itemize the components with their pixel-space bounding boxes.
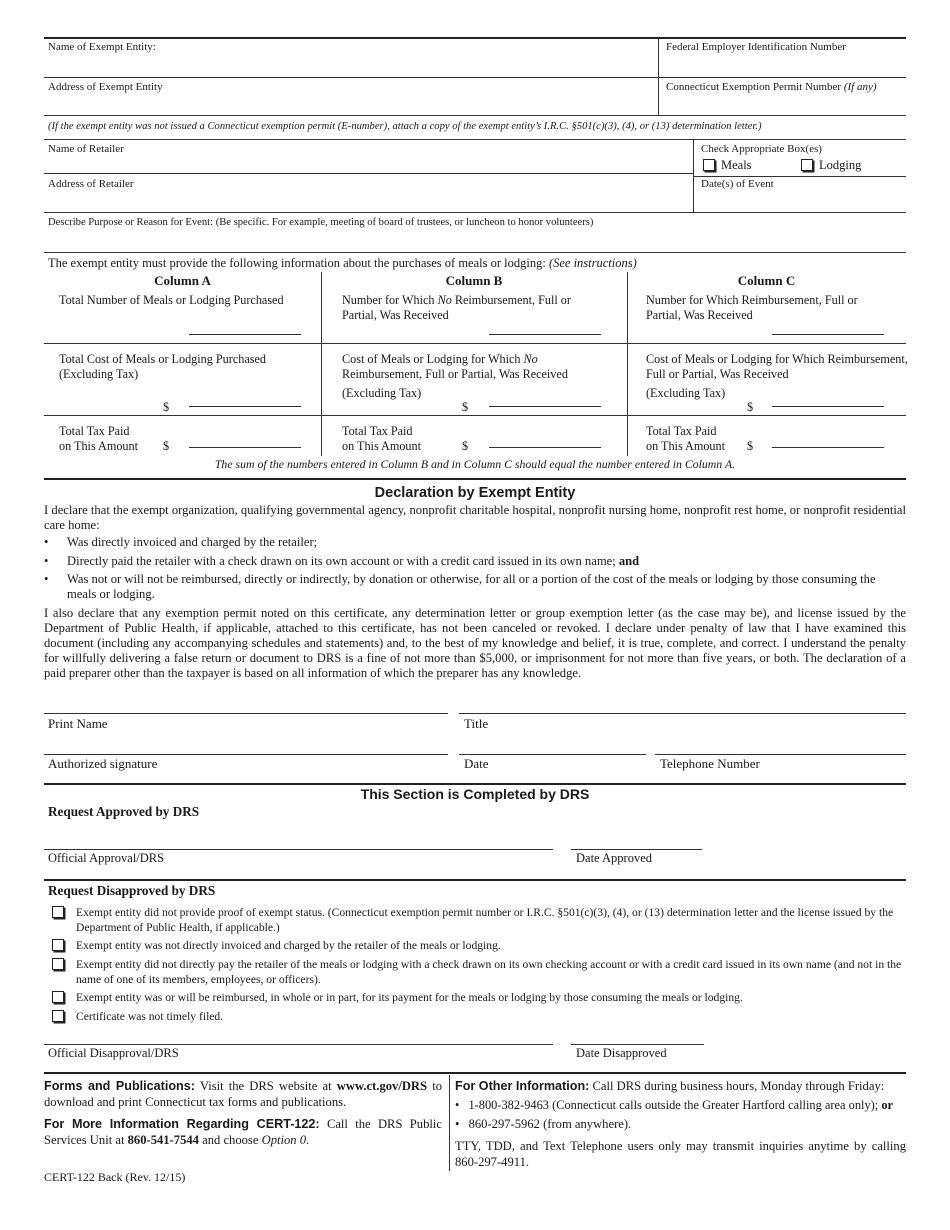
c1-input-line[interactable] — [772, 334, 884, 335]
disapproval-reason-5 — [50, 1009, 906, 1024]
b2-tax-note: (Excluding Tax) — [342, 386, 422, 400]
rule — [44, 139, 906, 140]
b1-post: Reimbursement, Full or Partial, Was Received — [342, 293, 571, 322]
bullet-dot: • — [44, 535, 49, 549]
more-info-text-2: and choose — [202, 1133, 259, 1147]
declaration-title: Declaration by Exempt Entity — [374, 485, 576, 501]
purchases-intro — [48, 256, 637, 271]
lodging-label: Lodging — [819, 158, 862, 172]
bullet-dot: • — [455, 1117, 460, 1131]
reason-1-checkbox[interactable] — [52, 906, 64, 918]
reason-text: Exempt entity did not directly pay the retailer of the meals or lodging with a check drawn on its own checking account or with a credit card issued in its own name (and not in the name of one of its members, employees, or officers). — [76, 958, 902, 986]
rule — [44, 173, 694, 174]
phone-2-text: 860-297-5962 (from anywhere). — [468, 1117, 632, 1131]
event-dates-label: Date(s) of Event — [701, 178, 774, 190]
rule — [694, 176, 906, 177]
b2-dollar: $ — [462, 400, 469, 414]
bullet-text — [67, 554, 906, 569]
rule — [459, 713, 906, 714]
disapproval-reason-2 — [50, 938, 906, 953]
phone-1-or: or — [881, 1098, 894, 1112]
rule — [44, 879, 906, 881]
a1-label: Total Number of Meals or Lodging Purchased — [59, 293, 284, 307]
lodging-checkbox[interactable] — [801, 159, 813, 171]
date-approved-label: Date Approved — [576, 851, 653, 865]
official-approval-line[interactable] — [44, 849, 553, 850]
check-boxes-label: Check Appropriate Box(es) — [701, 143, 822, 155]
b2-pre: Cost of Meals or Lodging for Which — [342, 352, 521, 366]
event-purpose-label: Describe Purpose or Reason for Event: (Be specific. For example, meeting of board of trustees, or luncheon to honor volunteers) — [48, 217, 594, 228]
date-approved-line[interactable] — [571, 849, 702, 850]
official-disapproval-label: Official Disapproval/DRS — [48, 1046, 179, 1060]
column-c-header: Column C — [737, 273, 796, 288]
reason-text: Exempt entity was or will be reimbursed, in whole or in part, for its payment for the meals or lodging by those consuming the meals or lodging. — [76, 991, 743, 1004]
form-id: CERT-122 Back (Rev. 12/15) — [44, 1170, 186, 1184]
permit-note: (If the exempt entity was not issued a Connecticut exemption permit (E-number), attach a copy of the exempt entity’s I.R.C. §501(c)(3), (4), or (13) determination letter.) — [48, 121, 762, 132]
top-rule — [44, 37, 906, 39]
rule — [44, 252, 906, 253]
b2-input-line[interactable] — [489, 406, 601, 407]
permit-number-text: Connecticut Exemption Permit Number — [666, 81, 842, 93]
reason-text: Exempt entity was not directly invoiced and charged by the retailer of the meals or lodging. — [76, 939, 501, 952]
rule — [44, 1072, 906, 1074]
rule — [44, 478, 906, 480]
column-a-header: Column A — [154, 273, 211, 288]
more-info-end: . — [306, 1133, 310, 1147]
more-information — [44, 1116, 442, 1148]
meals-label: Meals — [721, 158, 752, 172]
retailer-address-label: Address of Retailer — [48, 178, 134, 190]
b1-label — [342, 293, 602, 323]
reason-3-checkbox[interactable] — [52, 958, 64, 970]
forms-text-1: Visit the DRS website at — [199, 1079, 332, 1093]
permit-number-suffix: (If any) — [843, 81, 877, 93]
declaration-intro: I declare that the exempt organization, qualifying governmental agency, nonprofit charitable hospital, nonprofit nursing home, nonprofit rest home, or nonprofit residential care home: — [44, 503, 906, 532]
tty-info: TTY, TDD, and Text Telephone users only may transmit inquiries anytime by calling 860-297-4911. — [455, 1139, 906, 1169]
b1-input-line[interactable] — [489, 334, 601, 335]
a3-input-line[interactable] — [189, 447, 301, 448]
request-approved-heading: Request Approved by DRS — [48, 804, 200, 819]
forms-heading: Forms and Publications: — [44, 1079, 195, 1093]
bullet-text: Was not or will not be reimbursed, directly or indirectly, by donation or otherwise, for all or a portion of the cost of the meals or lodging by those consuming the meals or lodging. — [67, 572, 876, 601]
disapproval-reason-4 — [50, 990, 906, 1005]
phone-bullet-2 — [455, 1116, 906, 1132]
bullet-dot: • — [44, 554, 49, 568]
b2-no: No — [523, 352, 538, 366]
declaration-bullet-3 — [44, 572, 906, 604]
reason-2-checkbox[interactable] — [52, 939, 64, 951]
exempt-entity-name-label: Name of Exempt Entity: — [48, 41, 156, 53]
b2-label — [342, 352, 602, 382]
other-info-heading: For Other Information: — [455, 1079, 590, 1093]
c3-dollar: $ — [747, 439, 754, 453]
bullet-dot: • — [455, 1098, 460, 1112]
col-divider-ab — [321, 272, 322, 456]
option-zero: Option 0 — [261, 1133, 307, 1147]
rule — [44, 77, 906, 78]
drs-section-title: This Section is Completed by DRS — [360, 786, 590, 802]
rule — [44, 343, 906, 344]
reason-5-checkbox[interactable] — [52, 1010, 64, 1022]
rule — [44, 713, 448, 714]
title-label: Title — [464, 716, 489, 731]
a2-dollar: $ — [163, 400, 170, 414]
title-line[interactable] — [459, 754, 646, 755]
rule — [44, 783, 906, 785]
b2-post: Reimbursement, Full or Partial, Was Received — [342, 367, 568, 381]
reason-4-checkbox[interactable] — [52, 991, 64, 1003]
b1-pre: Number for Which — [342, 293, 435, 307]
c3-line1: Total Tax Paid — [646, 424, 717, 438]
bullet-and: and — [618, 554, 640, 568]
b3-line1: Total Tax Paid — [342, 424, 413, 438]
a1-input-line[interactable] — [189, 334, 301, 335]
a2-input-line[interactable] — [189, 406, 301, 407]
footer-divider — [449, 1075, 450, 1171]
declaration-body: I also declare that any exemption permit noted on this certificate, any determination letter or group exemption letter (as the case may be), and license issued by the Department of Public Health, if applicable, attached to this certificate, has not been canceled or revoked. I declare under penalty of law that I have examined this document (including any accompanying schedules and statements) and, to the best of my knowledge and belief, it is true, complete, and correct. I understand the penalty for willfully delivering a false return or document to DRS is a fine of not more than $5,000, or imprisonment for not more than five years, or both. The declaration of a paid preparer other than the taxpayer is based on all information of which the preparer has any knowledge. — [44, 606, 906, 680]
forms-text-2: to download and print Connecticut tax forms and publications. — [44, 1079, 442, 1109]
other-information — [455, 1078, 906, 1094]
authorized-signature-label: Authorized signature — [48, 756, 158, 771]
col-divider-bc — [627, 272, 628, 456]
public-services-phone: 860-541-7544 — [127, 1133, 199, 1147]
reason-text: Exempt entity did not provide proof of exempt status. (Connecticut exemption permit number or I.R.C. §501(c)(3), (4), or (13) determination letter and the license issued by the Department of Public Health, if applicable.) — [76, 906, 894, 934]
telephone-label: Telephone Number — [660, 756, 760, 771]
date-label: Date — [464, 756, 489, 771]
bullet-text-main: Directly paid the retailer with a check drawn on its own account or with a credit card issued in its own name; — [67, 554, 616, 568]
rule — [44, 115, 906, 116]
fein-label: Federal Employer Identification Number — [666, 41, 846, 53]
purchases-intro-text: The exempt entity must provide the following information about the purchases of meals or lodging: — [48, 256, 546, 270]
retailer-name-label: Name of Retailer — [48, 143, 124, 155]
declaration-bullet-1 — [44, 535, 906, 551]
b3-dollar: $ — [462, 439, 469, 453]
print-name-label: Print Name — [48, 716, 108, 731]
c1-label: Number for Which Reimbursement, Full or Partial, Was Received — [646, 293, 858, 322]
drs-website-link[interactable]: www.ct.gov/DRS — [336, 1079, 428, 1093]
exempt-entity-address-label: Address of Exempt Entity — [48, 81, 163, 93]
date-disapproved-label: Date Disapproved — [576, 1046, 667, 1060]
bullet-dot: • — [44, 572, 49, 586]
request-disapproved-heading: Request Disapproved by DRS — [48, 883, 216, 898]
more-info-text-1: Call the DRS Public Services Unit at — [44, 1117, 442, 1147]
more-info-heading: For More Information Regarding CERT-122: — [44, 1117, 320, 1131]
official-disapproval-line[interactable] — [44, 1044, 553, 1045]
c3-line2: on This Amount — [646, 439, 726, 453]
date-disapproved-line[interactable] — [571, 1044, 704, 1045]
disapproval-reason-1 — [50, 905, 906, 935]
meals-checkbox[interactable] — [703, 159, 715, 171]
column-b-header: Column B — [445, 273, 503, 288]
rule — [44, 212, 906, 213]
a3-line1: Total Tax Paid — [59, 424, 130, 438]
c2-dollar: $ — [747, 400, 754, 414]
reason-text: Certificate was not timely filed. — [76, 1010, 224, 1023]
other-info-text: Call DRS during business hours, Monday through Friday: — [592, 1079, 885, 1093]
purchases-intro-suffix: (See instructions) — [548, 256, 637, 270]
b3-input-line[interactable] — [489, 447, 601, 448]
c3-input-line[interactable] — [772, 447, 884, 448]
rule — [655, 754, 906, 755]
c2-label: Cost of Meals or Lodging for Which Reimbursement, Full or Partial, Was Received — [646, 352, 908, 381]
b3-line2: on This Amount — [342, 439, 422, 453]
bullet-text: Was directly invoiced and charged by the retailer; — [67, 535, 318, 549]
forms-publications — [44, 1078, 442, 1110]
a2-label: Total Cost of Meals or Lodging Purchased (Excluding Tax) — [59, 352, 266, 381]
c2-tax-note: (Excluding Tax) — [646, 386, 726, 400]
rule — [44, 415, 906, 416]
print-name-line[interactable] — [44, 754, 448, 755]
official-approval-label: Official Approval/DRS — [48, 851, 165, 865]
b1-no: No — [437, 293, 452, 307]
a3-line2: on This Amount — [59, 439, 139, 453]
phone-bullet-1 — [455, 1097, 915, 1113]
declaration-bullet-2 — [44, 554, 906, 570]
permit-number-label — [666, 81, 877, 93]
a3-dollar: $ — [163, 439, 170, 453]
disapproval-reason-3 — [50, 957, 906, 987]
c2-input-line[interactable] — [772, 406, 884, 407]
phone-1-text: 1-800-382-9463 (Connecticut calls outside the Greater Hartford calling area only); — [468, 1098, 879, 1112]
column-sum-note: The sum of the numbers entered in Column B and in Column C should equal the number entered in Column A. — [214, 457, 736, 471]
